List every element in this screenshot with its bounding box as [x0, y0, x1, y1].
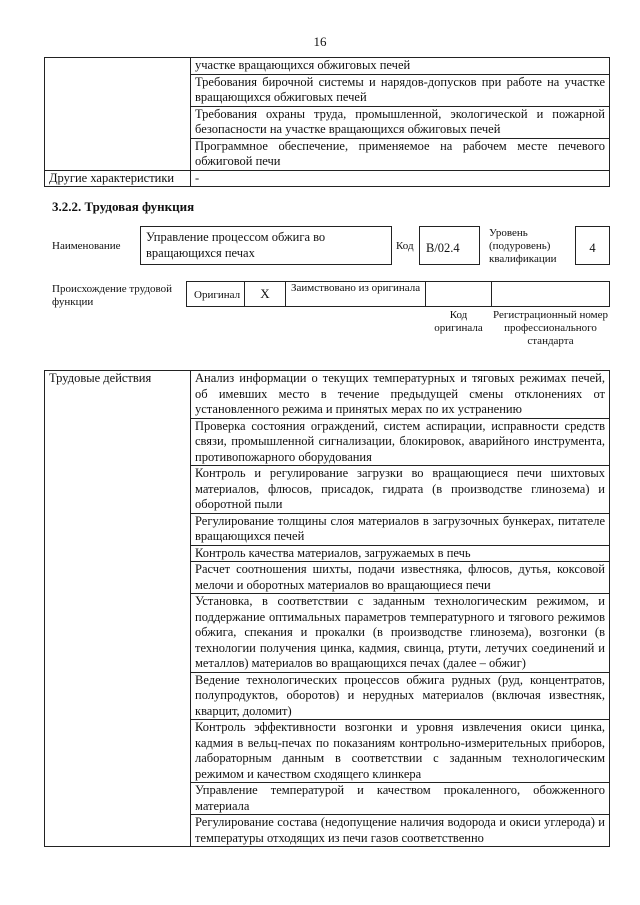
table-cell: Программное обеспечение, применяемое на рабочем месте печевого обжиговой печи — [191, 138, 610, 170]
original-code-field — [425, 281, 492, 307]
level-label: Уровень (подуровень) квалификации — [489, 227, 557, 265]
other-characteristics-label: Другие характеристики — [45, 170, 191, 187]
labor-action-item: Ведение технологических процессов обжига рудных (руд, концентратов, полупродуктов, оборотов) и нерудных материалов (включая известняк, кварцит, доломит) — [191, 672, 610, 720]
other-characteristics-value: - — [191, 170, 610, 187]
table-row — [45, 371, 610, 419]
labor-actions-label: Трудовые действия — [45, 371, 191, 847]
table-cell: Требования охраны труда, промышленной, экологической и пожарной безопасности на участке вращающихся обжиговых печей — [191, 106, 610, 138]
labor-action-item: Проверка состояния ограждений, систем аспирации, исправности средств связи, промышленной сигнализации, блокировок, аварийного инструмента, противопожарного оборудования — [191, 418, 610, 466]
origin-label: Происхождение трудовой функции — [52, 283, 173, 308]
labor-action-item: Контроль эффективности возгонки и уровня извлечения окиси цинка, кадмия в вельц-печах по показаниям контрольно-измерительных приборов, лабораторным данным в соответствии с заданным технологическим режимом и качеством сходящего клинкера — [191, 720, 610, 783]
registration-number-caption: Регистрационный номер профессионального стандарта — [492, 309, 609, 347]
function-code-field: B/02.4 — [419, 226, 480, 265]
labor-action-item: Управление температурой и качеством прокаленного, обожженного материала — [191, 783, 610, 815]
labor-action-item: Контроль качества материалов, загружаемых в печь — [191, 545, 610, 562]
name-label: Наименование — [52, 240, 121, 252]
labor-action-item: Расчет соотношения шихты, подачи известняка, флюсов, дутья, коксовой мелочи и оборотных материалов во вращающиеся печи — [191, 562, 610, 594]
table-row — [45, 58, 610, 75]
labor-action-item: Установка, в соответствии с заданным технологическим режимом, и поддержание оптимальных параметров температурного и тягового режимов обжига, спекания и прокалки (в производстве глинозема), возгонки (в технологии получения цинка, кадмия, свинца, ртути, летучих соединений и металлов) материалов во вращающихся печах (далее – обжиг) — [191, 594, 610, 673]
table-cell: Требования бирочной системы и нарядов-допусков при работе на участке вращающихся обжиговых печей — [191, 74, 610, 106]
section-title: 3.2.2. Трудовая функция — [52, 199, 195, 214]
level-value-field: 4 — [575, 226, 610, 265]
row-label-empty — [45, 58, 191, 171]
knowledge-table — [44, 57, 610, 187]
table-cell: участке вращающихся обжиговых печей — [191, 58, 610, 75]
labor-actions-table — [44, 370, 610, 847]
original-code-caption: Код оригинала — [434, 309, 483, 334]
labor-action-item: Контроль и регулирование загрузки во вращающиеся печи шихтовых материалов, флюсов, присадок, гидрата (в производстве глинозема) и оборотной пыли — [191, 466, 610, 514]
original-mark: X — [244, 281, 286, 307]
borrowed-label: Заимствовано из оригинала — [291, 282, 421, 294]
labor-action-item: Анализ информации о текущих температурных и тяговых режимах печей, об имевших место в течение предыдущей смены отклонениях от установленного режима и принятых мерах по их устранению — [191, 371, 610, 419]
labor-action-item: Регулирование толщины слоя материалов в загрузочных бункерах, питателе вращающихся печей — [191, 513, 610, 545]
function-name-field: Управление процессом обжига во вращающихся печах — [140, 226, 392, 265]
table-row — [45, 170, 610, 187]
registration-number-field — [491, 281, 610, 307]
labor-action-item: Регулирование состава (недопущение наличия водорода и окиси углерода) и температуры отходящих из печи газов соответственно — [191, 815, 610, 847]
code-label: Код — [396, 240, 414, 252]
page-number: 16 — [313, 34, 327, 49]
original-label: Оригинал — [194, 289, 241, 301]
